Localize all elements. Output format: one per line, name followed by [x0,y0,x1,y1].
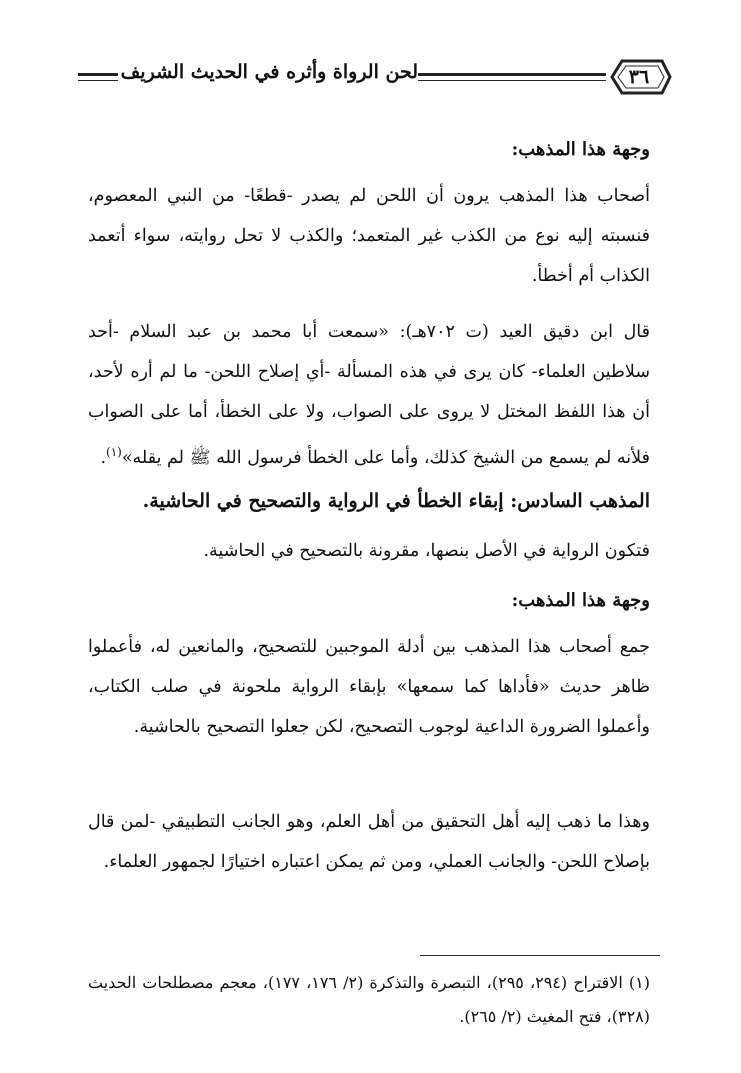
section-heading: وجهة هذا المذهب: [511,139,650,160]
section-title: المذهب السادس: إبقاء الخطأ في الرواية والتصحيح في الحاشية. [142,490,650,512]
paragraph: فتكون الرواية في الأصل بنصها، مقرونة بالتصحيح في الحاشية. [203,541,650,561]
header-rule-left-thin [78,80,118,81]
quote-end: . [100,447,107,468]
header-rule-left [78,73,118,76]
paragraph: أصحاب هذا المذهب يرون أن اللحن لم يصدر -قطعًا- من النبي المعصوم، فنسبته إليه نوع من الكذب غير المتعمد؛ والكذب لا تحل روايته، سواء أتعمد الكذاب أم أخطأ. [88,186,650,286]
header-rule-right [400,73,606,76]
footnote-ref: (١) [106,445,122,459]
paragraph: جمع أصحاب هذا المذهب بين أدلة الموجبين للتصحيح، والمانعين له، فأعملوا ظاهر حديث «فأداها كما سمعها» بإبقاء الرواية ملحونة في صلب الكتاب، وأعملوا الضرورة الداعية لوجوب التصحيح، لكن جعلوا التصحيح بالحاشية. [88,637,650,737]
page-number [604,57,674,97]
quote-text: قال ابن دقيق العيد (ت ٧٠٢هـ): «سمعت أبا محمد بن عبد السلام -أحد سلاطين العلماء- كان يرى في هذه المسألة -أي إصلاح اللحن- ما لم أره لأحد، أن هذا اللفظ المختل لا يروى على الصواب، ولا على الخطأ، أما على الصواب فلأنه لم يسمع من الشيخ كذلك، وأما على الخطأ فرسول الله ﷺ لم يقله» [88,322,650,468]
header-rule-right-thin [400,80,606,81]
page-number-text: ٣٦ [628,66,650,88]
footnote-separator [420,955,660,956]
section-heading: وجهة هذا المذهب: [511,590,650,611]
paragraph-quote [88,312,650,478]
running-title: لحن الرواة وأثره في الحديث الشريف [120,61,418,83]
running-header [78,55,674,103]
paragraph: وهذا ما ذهب إليه أهل التحقيق من أهل العلم، وهو الجانب التطبيقي -لمن قال بإصلاح اللحن- والجانب العملي، ومن ثم يمكن اعتباره اختيارًا لجمهور العلماء. [88,812,650,872]
footnote: (١) الاقتراح (٢٩٤، ٢٩٥)، التبصرة والتذكرة (٢/ ١٧٦، ١٧٧)، معجم مصطلحات الحديث (٣٢٨)، فتح المغيث (٢/ ٢٦٥). [88,973,650,1026]
